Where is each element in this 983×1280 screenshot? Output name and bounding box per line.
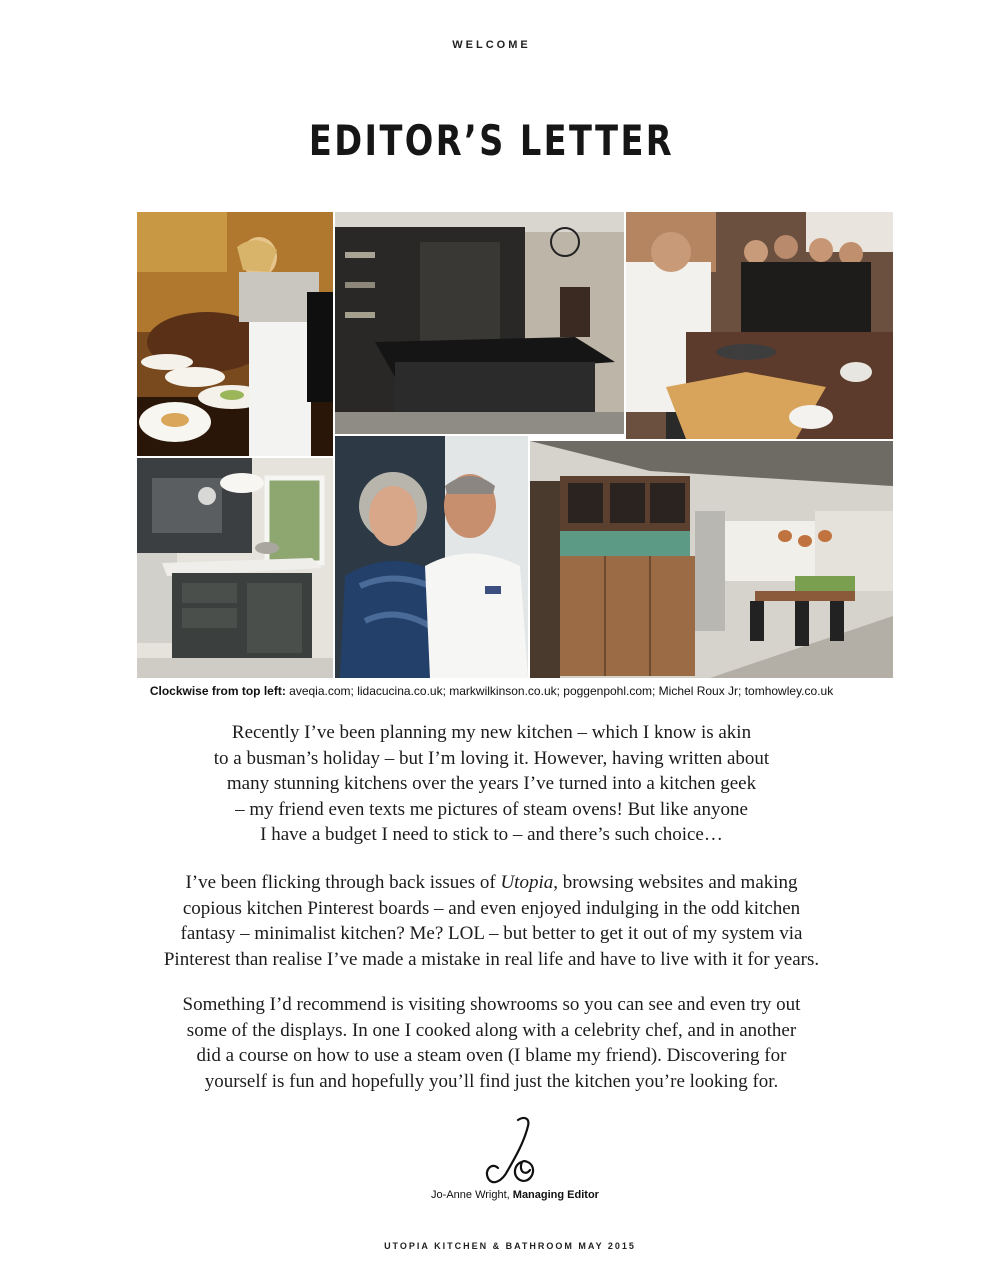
letter-line: Recently I’ve been planning my new kitchen – which I know is akin: [231, 722, 752, 743]
letter-paragraph-1: [120, 720, 863, 848]
letter-line: Pinterest than realise I’ve made a mistake in real life and have to live with it for years.: [163, 948, 820, 970]
letter-line: – my friend even texts me pictures of steam ovens! But like anyone: [235, 798, 748, 820]
photo-aveqia: [137, 212, 333, 456]
letter-line: yourself is fun and hopefully you’ll find just the kitchen you’re looking for.: [204, 1070, 779, 1092]
letter-line: many stunning kitchens over the years I’ve turned into a kitchen geek: [226, 773, 757, 794]
letter-line: Something I’d recommend is visiting showrooms so you can see and even try out: [182, 994, 801, 1015]
letter-line: I’ve been flicking through back issues of Utopia, browsing websites and making: [185, 872, 798, 893]
signature-icon: [478, 1112, 548, 1192]
caption-label: Clockwise from top left:: [149, 684, 286, 698]
letter-line: to a busman’s holiday – but I’m loving it. However, having written about: [213, 747, 770, 769]
magazine-name: Utopia: [500, 872, 554, 893]
signer: [0, 1189, 983, 1201]
letter-paragraph-2: [120, 870, 863, 972]
letter-line: some of the displays. In one I cooked along with a celebrity chef, and in another: [186, 1019, 797, 1041]
photo-poggenpohl: [137, 458, 333, 678]
signer-role: Managing Editor: [512, 1189, 599, 1201]
photo-lidacucina: [335, 212, 624, 434]
page-title: EDITOR’S LETTER: [308, 116, 675, 165]
photo-collage: [137, 212, 893, 678]
page-footer: UTOPIA KITCHEN & BATHROOM MAY 2015: [384, 1241, 636, 1251]
letter-line: did a course on how to use a steam oven (I blame my friend). Discovering for: [196, 1045, 787, 1066]
letter-line: fantasy – minimalist kitchen? Me? LOL – but better to get it out of my system via: [180, 923, 803, 944]
section-label: WELCOME: [452, 39, 531, 51]
photo-caption: [0, 684, 983, 698]
photo-michel-roux-jr: [335, 436, 528, 678]
signer-name: Jo-Anne Wright,: [431, 1189, 513, 1201]
photo-markwilkinson: [626, 212, 893, 439]
letter-line: copious kitchen Pinterest boards – and even enjoyed indulging in the odd kitchen: [182, 897, 801, 919]
letter-paragraph-3: [120, 992, 863, 1094]
caption-credits: aveqia.com; lidacucina.co.uk; markwilkinson.co.uk; poggenpohl.com; Michel Roux Jr; tomhowley.co.uk: [285, 684, 834, 698]
letter-line: I have a budget I need to stick to – and there’s such choice…: [260, 824, 723, 845]
photo-tomhowley: [530, 441, 893, 678]
